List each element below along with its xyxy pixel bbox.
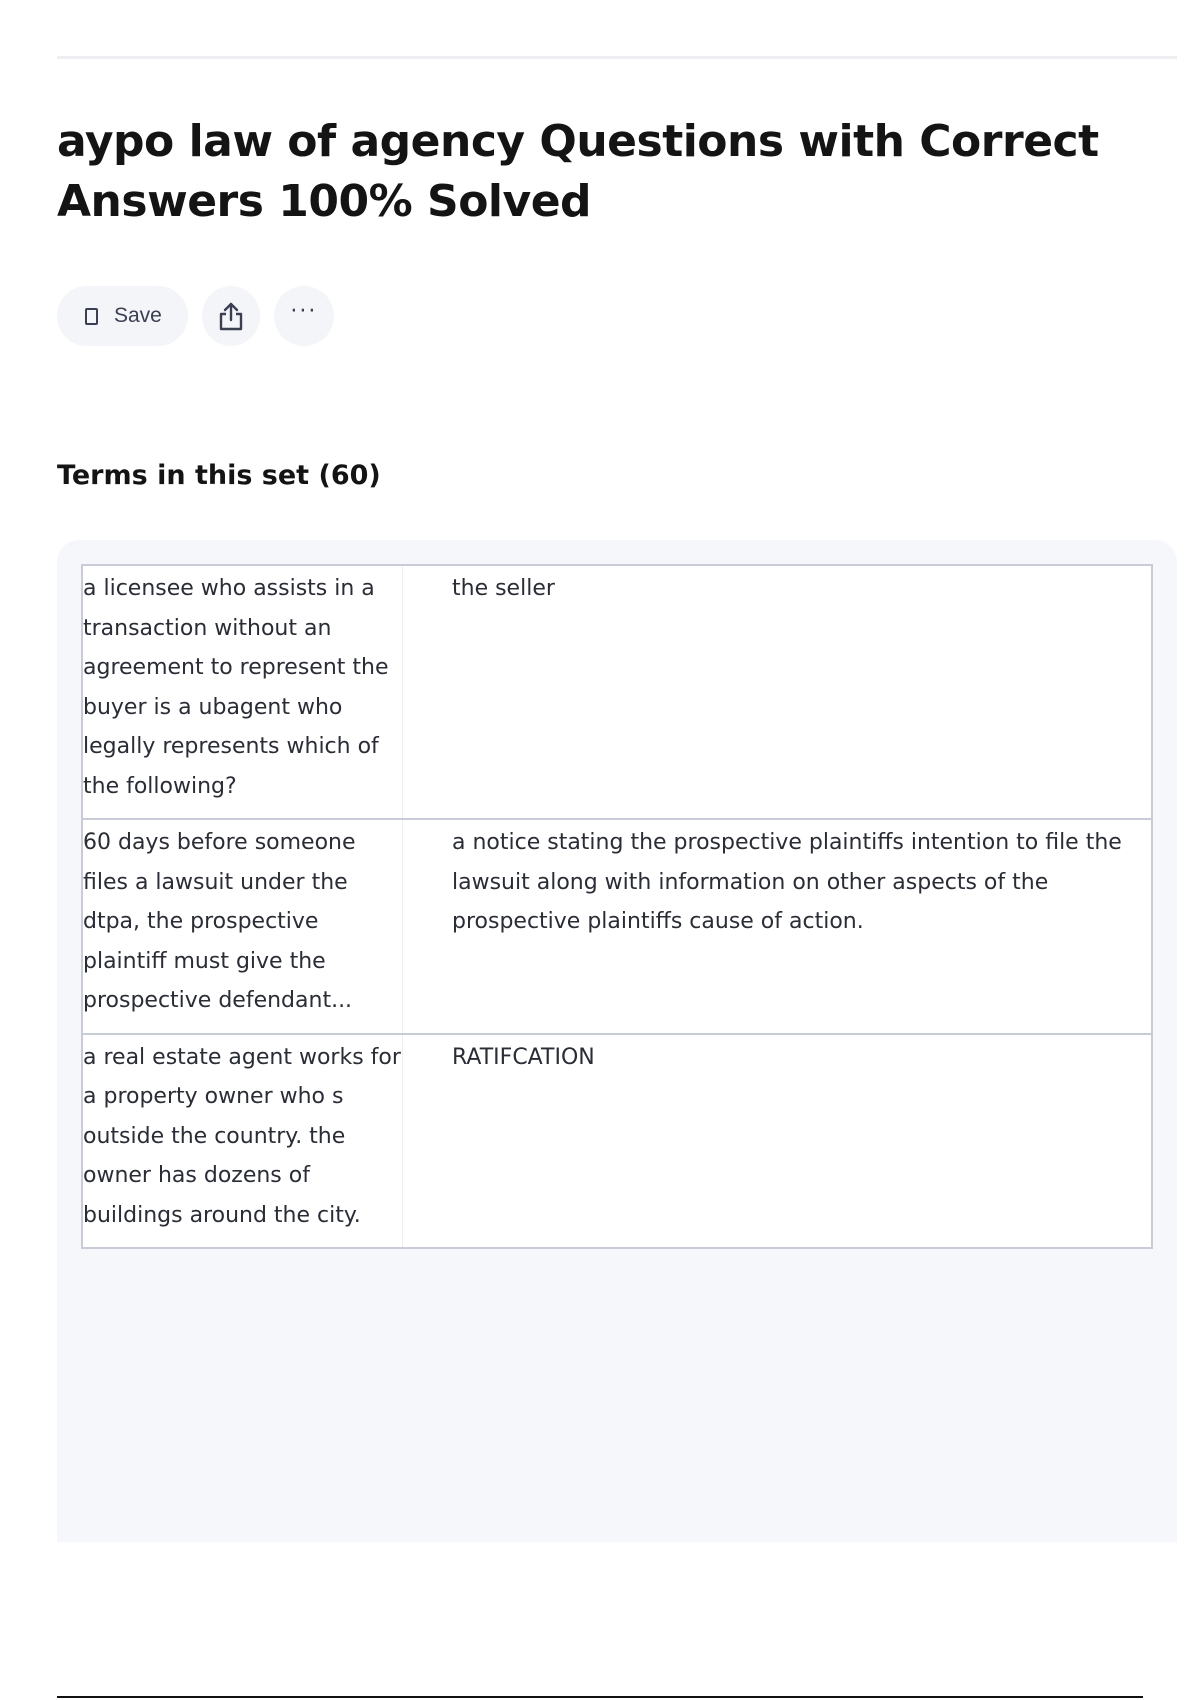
terms-table [81, 564, 1153, 1249]
bookmark-icon [85, 308, 98, 325]
more-options-button[interactable] [274, 286, 334, 346]
terms-panel [57, 540, 1177, 1542]
terms-heading: Terms in this set (60) [57, 460, 381, 491]
top-divider [57, 56, 1177, 59]
term-card [81, 1033, 1153, 1250]
term-text: a real estate agent works for a property owner who s outside the country. the owner has dozens of buildings around the city. [83, 1035, 403, 1248]
term-card [81, 564, 1153, 818]
save-button[interactable] [57, 286, 188, 346]
action-bar [57, 286, 334, 346]
term-text: a licensee who assists in a transaction without an agreement to represent the buyer is a ubagent who legally represents which of the following? [83, 566, 403, 818]
term-card [81, 818, 1153, 1033]
more-icon: ··· [290, 299, 318, 324]
definition-text: the seller [452, 576, 555, 601]
page-title: aypo law of agency Questions with Correct Answers 100% Solved [57, 116, 1099, 227]
bottom-divider [57, 1696, 1143, 1698]
save-button-label: Save [114, 304, 162, 327]
definition-text: a notice stating the prospective plaintiffs intention to file the lawsuit along with information on other aspects of the prospective plaintiffs cause of action. [452, 830, 1122, 934]
share-icon [218, 301, 244, 331]
definition-text: RATIFCATION [452, 1044, 595, 1070]
share-button[interactable] [202, 286, 260, 346]
term-text: 60 days before someone files a lawsuit under the dtpa, the prospective plaintiff must give the prospective defendant... [83, 820, 403, 1033]
